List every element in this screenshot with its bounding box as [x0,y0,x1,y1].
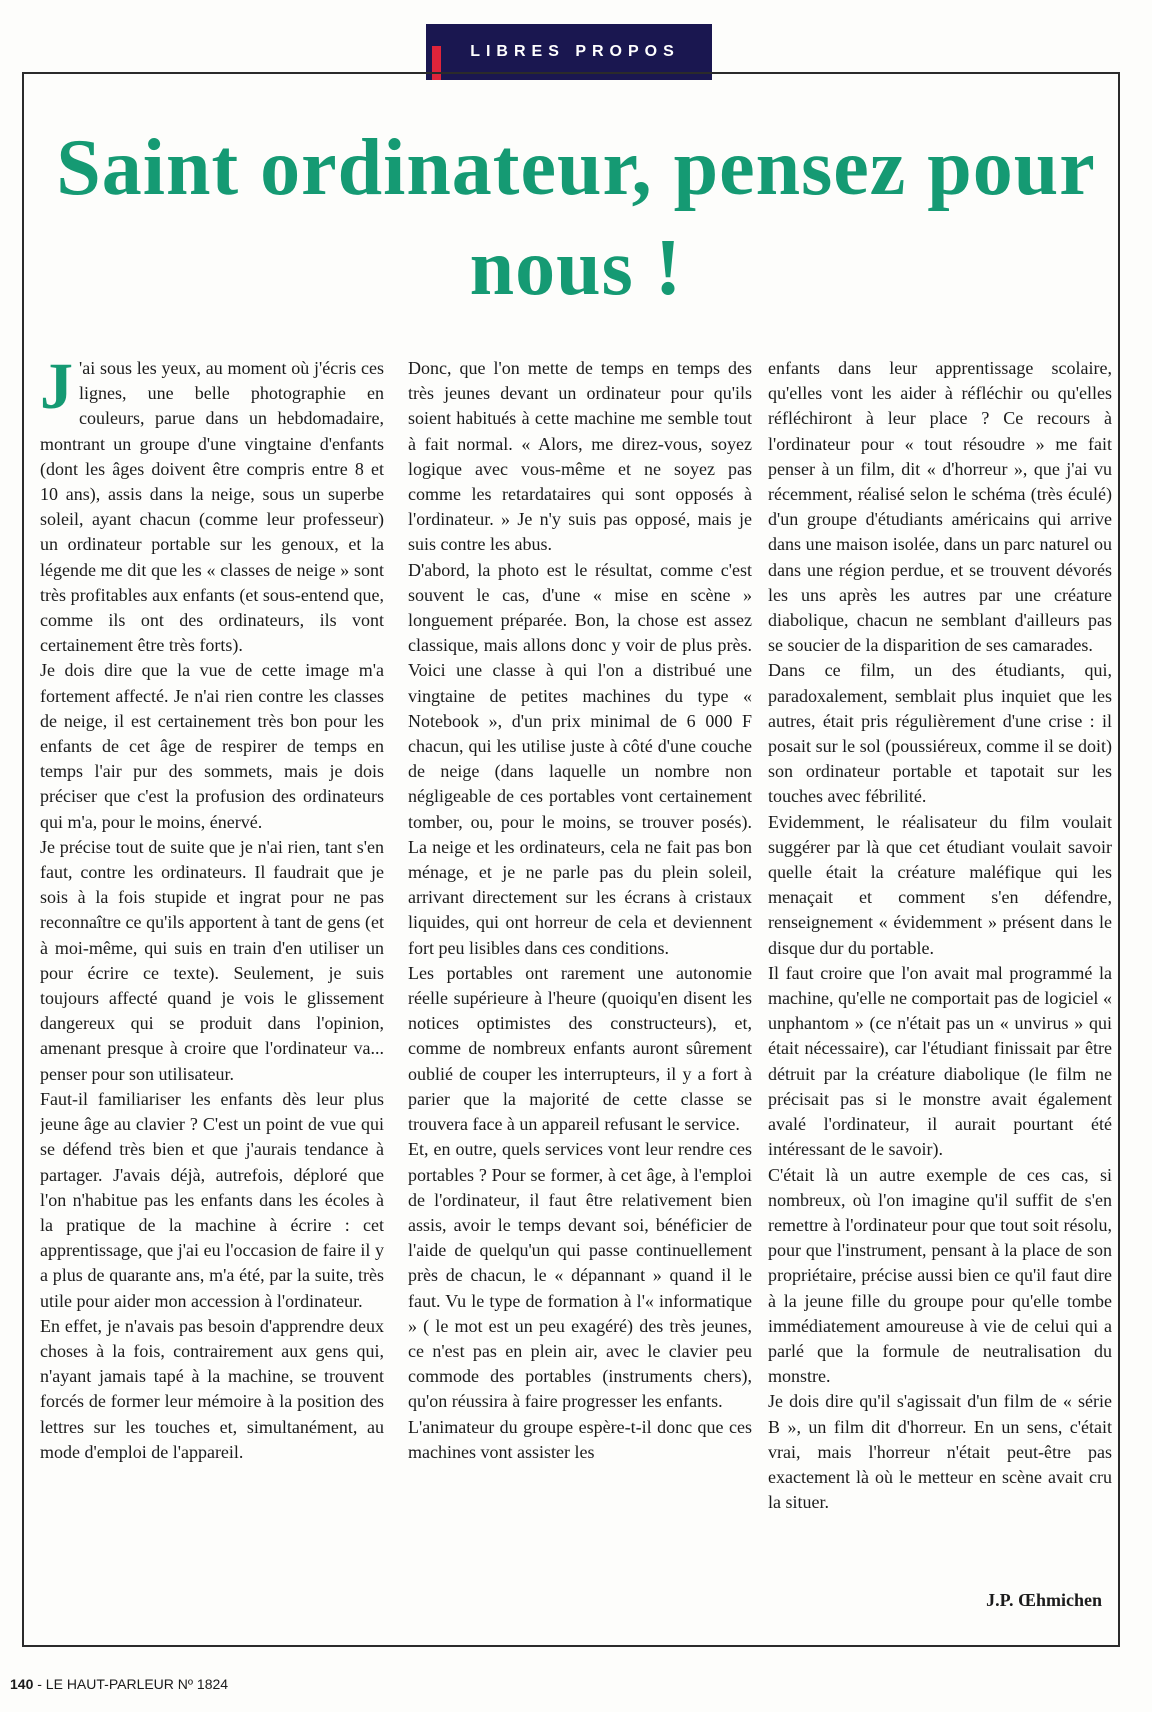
paragraph: Je dois dire qu'il s'agissait d'un film de « série B », un film dit d'horreur. En un sens, c'était vrai, mais l'horreur n'était peut-être pas exactement là où le metteur en scène avait cru la situer. [768,1391,1112,1513]
publication-name: - LE HAUT-PARLEUR Nº 1824 [37,1676,229,1692]
article-column-3 [768,356,1112,1636]
author-signature: J.P. Œhmichen [986,1590,1102,1610]
page-footer [10,1676,228,1692]
paragraph: Il faut croire que l'on avait mal programmé la machine, qu'elle ne comportait pas de logiciel « unphantom » (ce n'était pas un « unvirus » qui était nécessaire), car l'étudiant finissait par être détruit par la créature diabolique (le film ne précisait pas si le monstre avait également avalé l'ordinateur, il aurait pourtant été intéressant de le savoir). [768,962,1112,1160]
paragraph: Faut-il familiariser les enfants dès leur plus jeune âge au clavier ? C'est un point de vue qui se défend très bien et que j'aurais tendance à partager. J'avais déjà, autrefois, déploré que l'on n'habitue pas les enfants dans les écoles à la pratique de la machine à écrire : cet apprentissage, que j'ai eu l'occasion de faire il y a plus de quarante ans, m'a été, par la suite, très utile pour aider mon accession à l'ordinateur. [40,1088,384,1311]
section-label: LIBRES PROPOS [470,43,680,60]
article-column-2 [408,356,752,1636]
paragraph: En effet, je n'avais pas besoin d'apprendre deux choses à la fois, contrairement aux gens qui, n'ayant jamais tapé à la machine, se trouvent forcés de former leur mémoire à la position des lettres sur les touches et, simultanément, au mode d'emploi de l'appareil. [40,1315,384,1462]
page-number: 140 [10,1676,34,1692]
paragraph: 'ai sous les yeux, au moment où j'écris ces lignes, une belle photographie en couleurs, parue dans un hebdomadaire, montrant un groupe d'une vingtaine d'enfants (dont les âges doivent être compris entre 8 et 10 ans), assis dans la neige, sous un superbe soleil, ayant chacun (comme leur professeur) un ordinateur portable sur les genoux, et la légende me dit que les « classes de neige » sont très profitables aux enfants (et sous-entend que, comme ils ont des ordinateurs, ils vont certainement être très forts). [40,358,384,656]
paragraph: C'était là un autre exemple de ces cas, si nombreux, où l'on imagine qu'il suffit de s'en remettre à l'ordinateur pour que tout soit résolu, pour que l'instrument, pensant à la place de son propriétaire, précise aussi bien ce qu'il faut dire à la jeune fille du groupe pour qu'elle tombe immédiatement amoureuse à vie de celui qui a parlé que la formule de neutralisation du monstre. [768,1164,1112,1387]
drop-cap: J [40,356,73,423]
paragraph: Evidemment, le réalisateur du film voulait suggérer par là que cet étudiant voulait savoir quelle était la créature maléfique qui les menaçait et comment s'en défendre, renseignement « évidemment » présent dans le disque dur du portable. [768,811,1112,958]
paragraph: Je précise tout de suite que je n'ai rien, tant s'en faut, contre les ordinateurs. Il faudrait que je sois à la fois stupide et ingrat pour ne pas reconnaître ce qu'ils apportent à tant de gens (et à moi-même, qui suis en train d'en utiliser un pour écrire ce texte). Seulement, je suis toujours affecté quand je vois le glissement dangereux qui se produit dans l'opinion, amenant presque à croire que l'ordinateur va... penser pour son utilisateur. [40,836,384,1084]
paragraph: enfants dans leur apprentissage scolaire, qu'elles vont les aider à réfléchir ou qu'elles réfléchiront à leur place ? Ce recours à l'ordinateur pour « tout résoudre » me fait penser à un film, dit « d'horreur », que j'ai vu récemment, réalisé selon le schéma (très éculé) d'un groupe d'étudiants américains qui arrive dans une maison isolée, dans un parc naturel ou dans une région perdue, et se trouvent dévorés les uns après les autres par une créature diabolique, chacun ne semblant d'ailleurs pas se soucier de la disparition de ses camarades. [768,358,1112,656]
paragraph: Et, en outre, quels services vont leur rendre ces portables ? Pour se former, à cet âge, à l'emploi de l'ordinateur, il faut être relativement bien assis, avoir le temps devant soi, bénéficier de l'aide de quelqu'un qui passe continuellement près de chacun, le « dépannant » quand il le faut. Vu le type de formation à l'« informatique » ( le mot est un peu exagéré) des très jeunes, ce n'est pas en plein air, avec le clavier peu commode des portables (instruments chers), qu'on réussira à faire progresser les enfants. [408,1139,752,1412]
paragraph: Dans ce film, un des étudiants, qui, paradoxalement, semblait plus inquiet que les autres, était pris régulièrement d'une crise : il posait sur le sol (poussiéreux, comme il se doit) son ordinateur portable et tapotait sur les touches avec fébrilité. [768,660,1112,807]
paragraph: Donc, que l'on mette de temps en temps des très jeunes devant un ordinateur pour qu'ils soient habitués à cette machine me semble tout à fait normal. « Alors, me direz-vous, soyez logique avec vous-même et ne soyez pas comme les retardataires qui sont opposés à l'ordinateur. » Je n'y suis pas opposé, mais je suis contre les abus. [408,358,752,555]
paragraph: Je dois dire que la vue de cette image m'a fortement affecté. Je n'ai rien contre les classes de neige, il est certainement très bon pour les enfants de cet âge de respirer de temps en temps l'air pur des sommets, mais je dois préciser que c'est la profusion des ordinateurs qui m'a, pour le moins, énervé. [40,660,384,832]
article-title: Saint ordinateur, pensez pour nous ! [56,124,1096,312]
paragraph: L'animateur du groupe espère-t-il donc que ces machines vont assister les [408,1416,752,1462]
paragraph: Les portables ont rarement une autonomie réelle supérieure à l'heure (quoiqu'en disent les notices optimistes des constructeurs), et, comme de nombreux enfants auront sûrement oublié de couper les interrupteurs, il y a fort à parier que la majorité de cette classe se trouvera face à un appareil refusant le service. [408,962,752,1135]
paragraph: D'abord, la photo est le résultat, comme c'est souvent le cas, d'une « mise en scène » longuement préparée. Bon, la chose est assez classique, mais allons donc y voir de plus près. Voici une classe à qui l'on a distribué une vingtaine de petites machines du type « Notebook », d'un prix minimal de 6 000 F chacun, qui les utilise juste à côté d'une couche de neige (dans laquelle un nombre non négligeable de ces portables vont certainement tomber, ou, pour le moins, se trouver posés). La neige et les ordinateurs, cela ne fait pas bon ménage, et je ne parle pas du plein soleil, arrivant directement sur les écrans à cristaux liquides, qui ont horreur de cela et deviennent fort peu lisibles dans ces conditions. [408,559,752,958]
article-column-1 [40,356,384,1636]
